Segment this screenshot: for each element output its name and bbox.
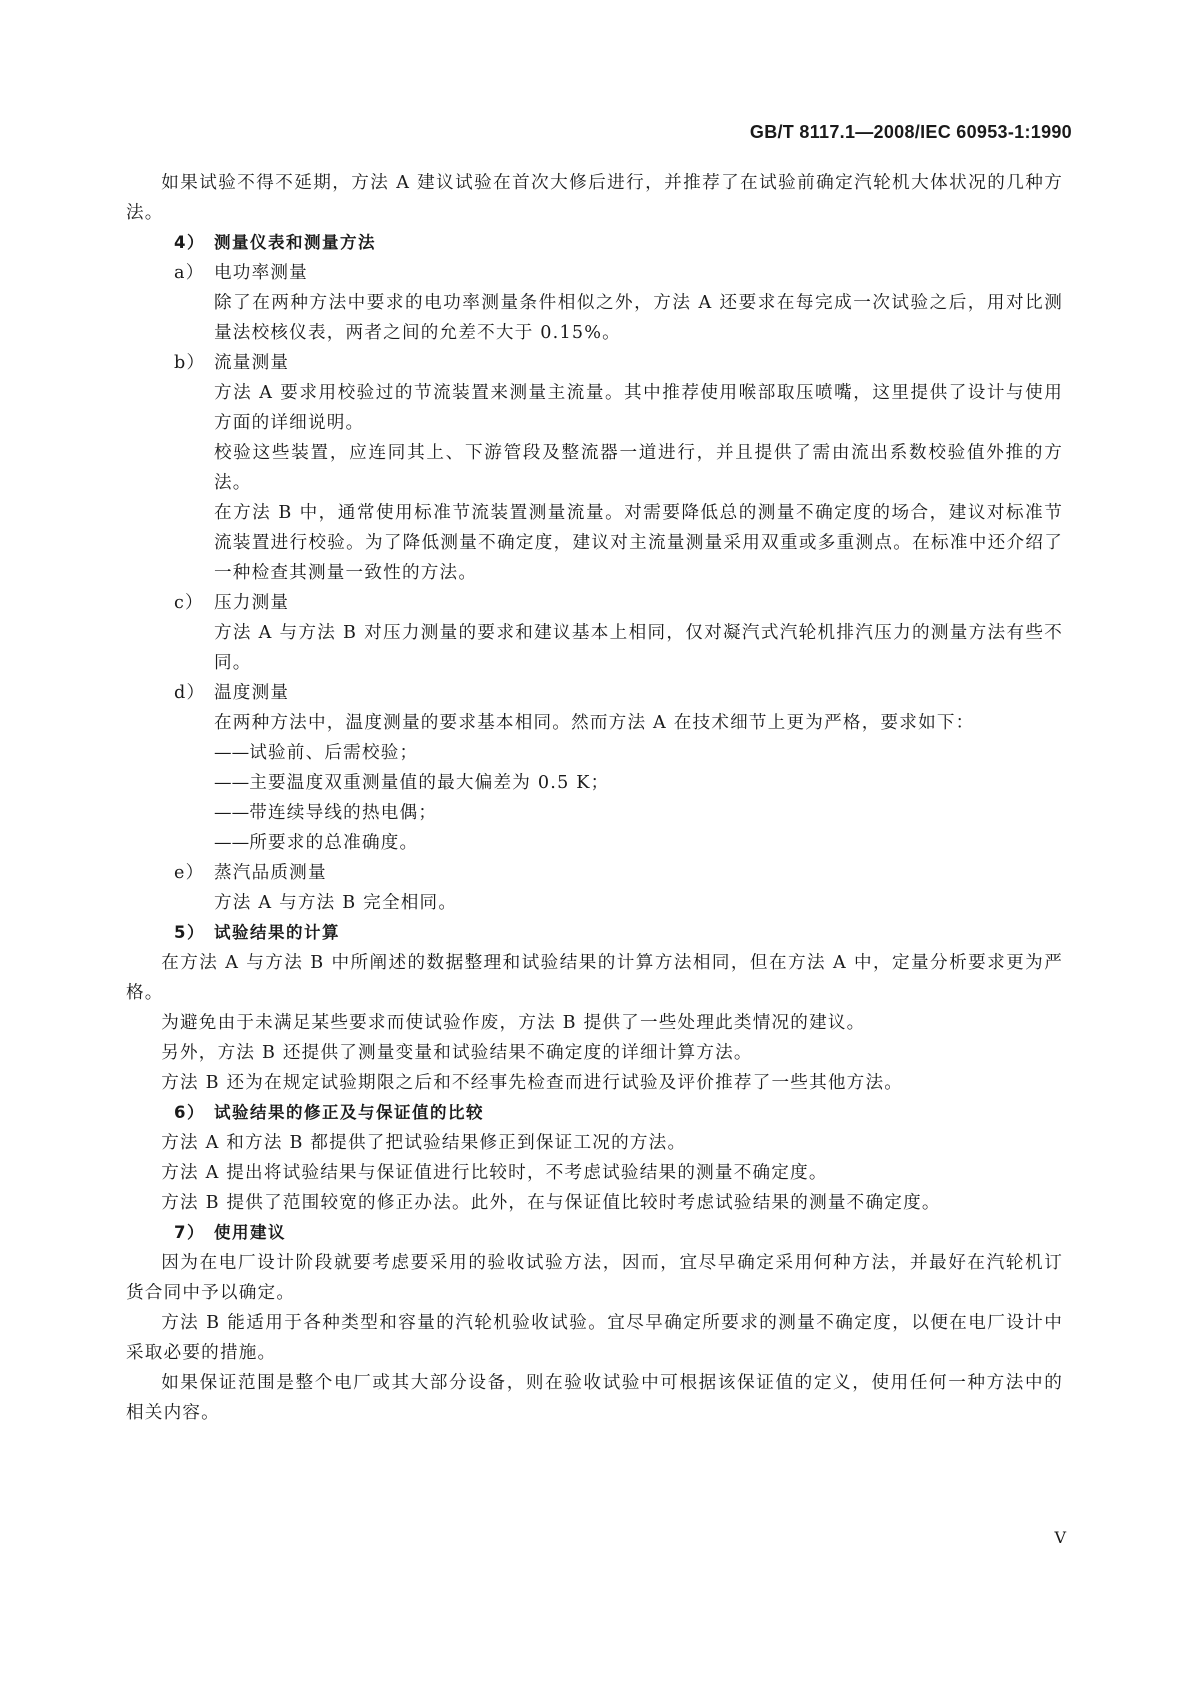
- section-number: 7）: [174, 1223, 205, 1242]
- section-title: 使用建议: [214, 1223, 286, 1242]
- subsection-title: 温度测量: [214, 683, 290, 703]
- standard-id-header: GB/T 8117.1—2008/IEC 60953-1:1990: [749, 122, 1072, 142]
- section-7-paragraph-2: 方法 B 能适用于各种类型和容量的汽轮机验收试验。宜尽早确定所要求的测量不确定度，以便在电厂设计中采取必要的措施。: [126, 1313, 1063, 1363]
- list-item: —— 主要温度双重测量值的最大偏差为 0.5 K；: [214, 768, 1063, 798]
- subsection-a-paragraph: 除了在两种方法中要求的电功率测量条件相似之外，方法 A 还要求在每完成一次试验之后，用对比测量法校核仪表，两者之间的允差不大于 0.15%。: [214, 293, 1063, 343]
- subsection-d-heading: [126, 678, 1063, 708]
- subsection-b-paragraph-3: 在方法 B 中，通常使用标准节流装置测量流量。对需要降低总的测量不确定度的场合，建议对标准节流装置进行校验。为了降低测量不确定度，建议对主流量测量采用双重或多重测点。在标准中还介绍了一种检查其测量一致性的方法。: [214, 503, 1063, 583]
- subsection-b-heading: [126, 348, 1063, 378]
- section-7-paragraph-1: 因为在电厂设计阶段就要考虑要采用的验收试验方法，因而，宜尽早确定采用何种方法，并最好在汽轮机订货合同中予以确定。: [126, 1253, 1063, 1303]
- subsection-title: 流量测量: [214, 353, 290, 373]
- document-body: [126, 168, 1063, 1428]
- subsection-e-paragraph: 方法 A 与方法 B 完全相同。: [214, 893, 458, 913]
- section-4-heading: [126, 228, 1063, 258]
- subsection-label: d）: [174, 683, 206, 703]
- subsection-label: e）: [174, 863, 205, 883]
- section-title: 测量仪表和测量方法: [214, 233, 376, 252]
- subsection-c-heading: [126, 588, 1063, 618]
- list-item: —— 所要求的总准确度。: [214, 828, 1063, 858]
- subsection-b-paragraph-2: 校验这些装置，应连同其上、下游管段及整流器一道进行，并且提供了需由流出系数校验值外推的方法。: [214, 443, 1063, 493]
- subsection-label: c）: [174, 593, 204, 613]
- page-number: V: [1054, 1528, 1066, 1547]
- section-5-paragraph-3: 另外，方法 B 还提供了测量变量和试验结果不确定度的详细计算方法。: [161, 1043, 753, 1063]
- list-item: —— 试验前、后需校验；: [214, 738, 1063, 768]
- list-item: —— 带连续导线的热电偶；: [214, 798, 1063, 828]
- section-number: 5）: [174, 923, 205, 942]
- subsection-title: 蒸汽品质测量: [214, 863, 327, 883]
- section-5-paragraph-4: 方法 B 还为在规定试验期限之后和不经事先检查而进行试验及评价推荐了一些其他方法。: [161, 1073, 904, 1093]
- subsection-title: 电功率测量: [214, 263, 308, 283]
- section-5-paragraph-2: 为避免由于未满足某些要求而使试验作废，方法 B 提供了一些处理此类情况的建议。: [161, 1013, 866, 1033]
- requirements-list: [126, 738, 1063, 858]
- section-number: 6）: [174, 1103, 205, 1122]
- subsection-d-paragraph: 在两种方法中，温度测量的要求基本相同。然而方法 A 在技术细节上更为严格，要求如下：: [214, 713, 975, 733]
- subsection-label: b）: [174, 353, 206, 373]
- section-title: 试验结果的修正及与保证值的比较: [214, 1103, 484, 1122]
- section-6-paragraph-3: 方法 B 提供了范围较宽的修正办法。此外，在与保证值比较时考虑试验结果的测量不确定度。: [161, 1193, 941, 1213]
- section-7-heading: [126, 1218, 1063, 1248]
- section-5-paragraph-1: 在方法 A 与方法 B 中所阐述的数据整理和试验结果的计算方法相同，但在方法 A 中，定量分析要求更为严格。: [126, 953, 1063, 1003]
- section-6-paragraph-1: 方法 A 和方法 B 都提供了把试验结果修正到保证工况的方法。: [161, 1133, 687, 1153]
- section-5-heading: [126, 918, 1063, 948]
- subsection-label: a）: [174, 263, 205, 283]
- subsection-a-heading: [126, 258, 1063, 288]
- subsection-e-heading: [126, 858, 1063, 888]
- section-title: 试验结果的计算: [214, 923, 340, 942]
- intro-paragraph: 如果试验不得不延期，方法 A 建议试验在首次大修后进行，并推荐了在试验前确定汽轮机大体状况的几种方法。: [126, 173, 1063, 223]
- section-6-heading: [126, 1098, 1063, 1128]
- section-7-paragraph-3: 如果保证范围是整个电厂或其大部分设备，则在验收试验中可根据该保证值的定义，使用任何一种方法中的相关内容。: [126, 1373, 1063, 1423]
- subsection-c-paragraph: 方法 A 与方法 B 对压力测量的要求和建议基本上相同，仅对凝汽式汽轮机排汽压力的测量方法有些不同。: [214, 623, 1063, 673]
- subsection-b-paragraph-1: 方法 A 要求用校验过的节流装置来测量主流量。其中推荐使用喉部取压喷嘴，这里提供了设计与使用方面的详细说明。: [214, 383, 1063, 433]
- section-number: 4）: [174, 233, 205, 252]
- subsection-title: 压力测量: [214, 593, 290, 613]
- section-6-paragraph-2: 方法 A 提出将试验结果与保证值进行比较时，不考虑试验结果的测量不确定度。: [161, 1163, 828, 1183]
